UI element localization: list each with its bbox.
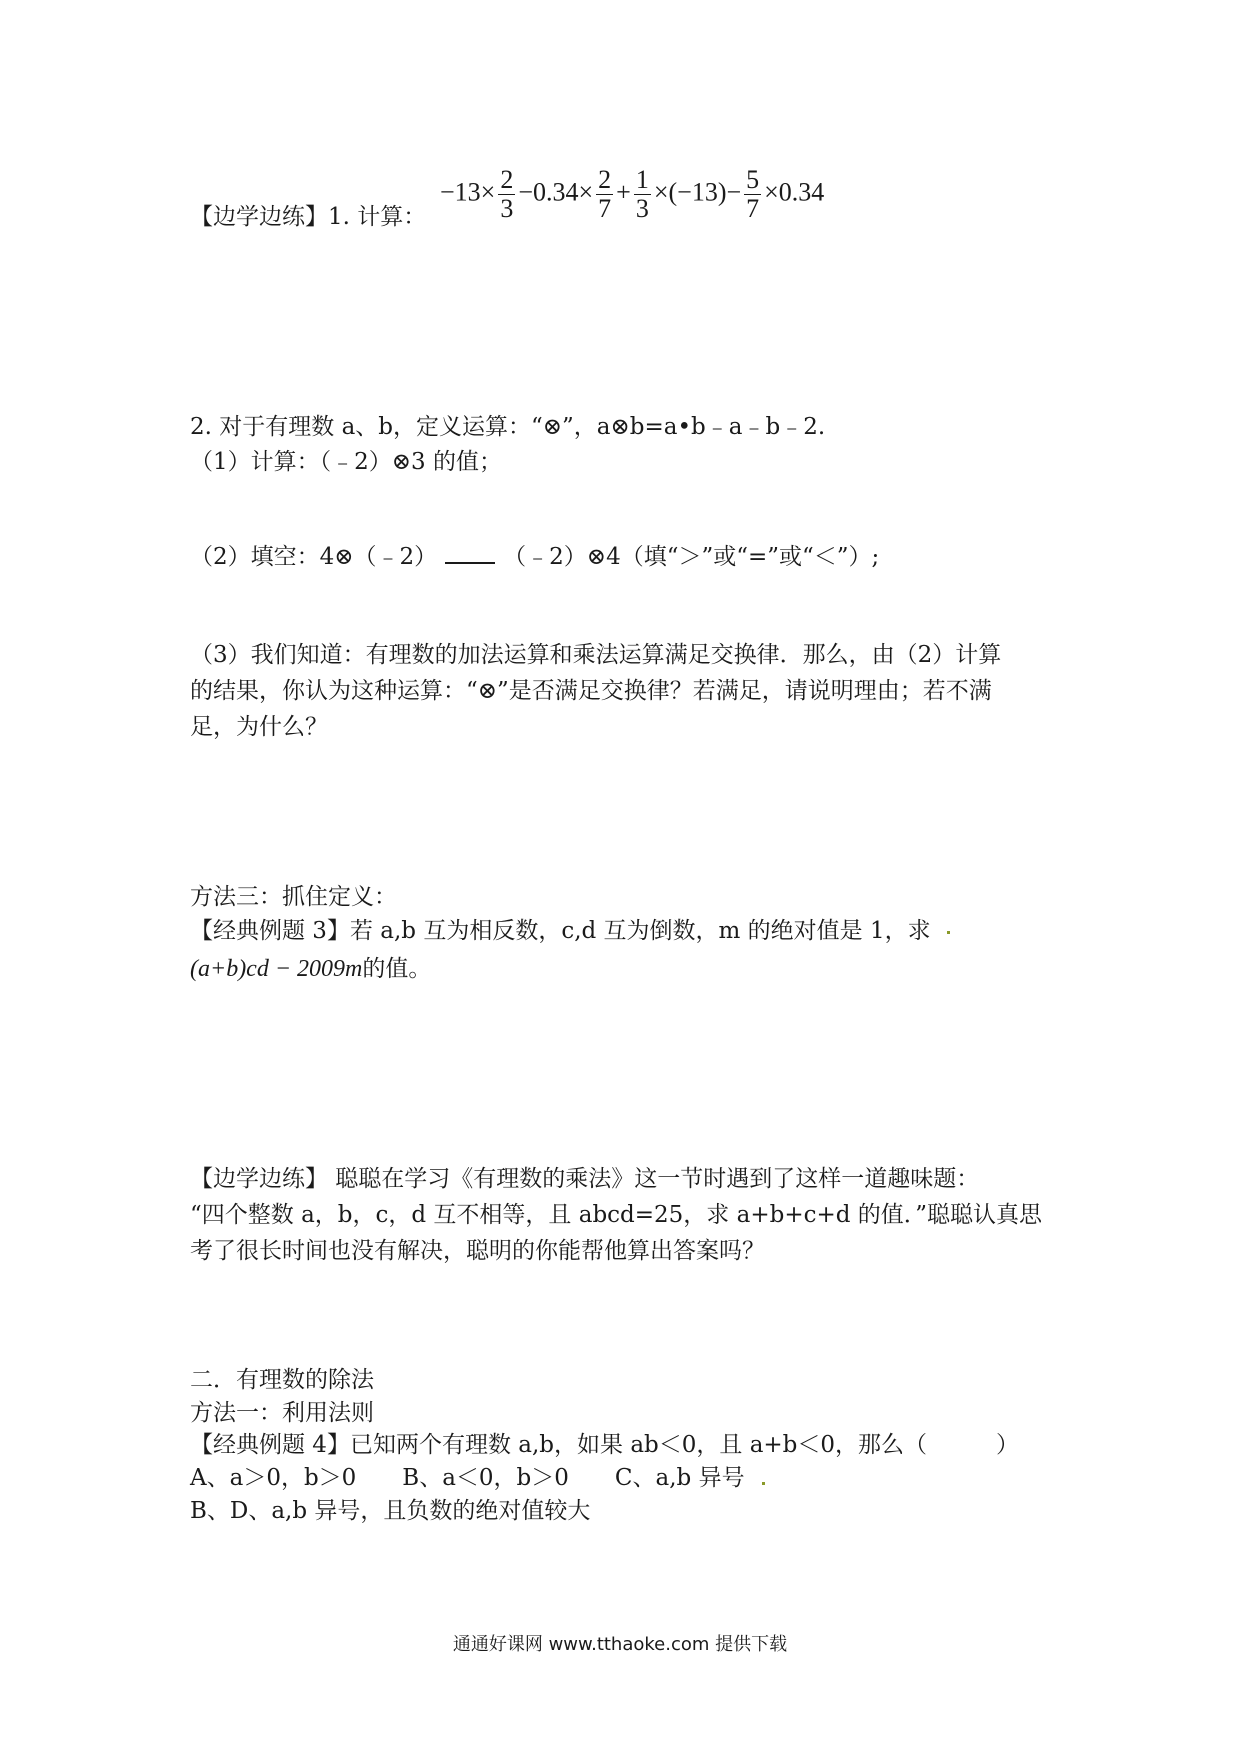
q2-part3-line3: 足，为什么？ (190, 714, 328, 740)
stray-dot (947, 931, 950, 934)
practice-line1: 【边学边练】 聪聪在学习《有理数的乘法》这一节时遇到了这样一道趣味题： (190, 1166, 980, 1192)
stray-dot (762, 1482, 765, 1485)
q2-intro: 2. 对于有理数 a、b，定义运算：“⊗”，a⊗b=a•b﹣a﹣b﹣2. (190, 414, 826, 440)
fraction: $\frac{2}{7}$ (598, 165, 612, 223)
expr-term: + (616, 177, 631, 207)
q2-part3-line1: （3）我们知道：有理数的加法运算和乘法运算满足交换律．那么，由（2）计算 (190, 642, 1002, 668)
q2-part3-line2: 的结果，你认为这种运算：“⊗”是否满足交换律？若满足，请说明理由；若不满 (190, 678, 992, 704)
q1-label: 【边学边练】1. 计算： (190, 204, 427, 230)
expr-term: ×(−13)− (653, 177, 742, 207)
fraction: $\frac{1}{3}$ (635, 165, 649, 223)
practice-line2: “四个整数 a，b，c，d 互不相等，且 abcd=25，求 a+b+c+d 的值．”聪聪认真思 (190, 1202, 1043, 1228)
example4-options-2: B、D、a,b 异号，且负数的绝对值较大 (190, 1498, 591, 1524)
method3-title: 方法三：抓住定义： (190, 884, 397, 910)
example3-expression: (a+b)cd − 2009m (190, 956, 363, 982)
example3-line1: 【经典例题 3】若 a,b 互为相反数，c,d 互为倒数，m 的绝对值是 1，求 (190, 918, 931, 944)
expr-term: −0.34× (518, 177, 594, 207)
section2-method1: 方法一：利用法则 (190, 1400, 374, 1426)
expr-term: −13× (440, 177, 496, 207)
q2-part2-post: （﹣2）⊗4（填“＞”或“=”或“＜”）; (503, 544, 880, 570)
example3-line2 (190, 952, 431, 986)
footer-credit: 通通好课网 www.tthaoke.com 提供下载 (452, 1634, 788, 1655)
q2-part2 (190, 540, 879, 574)
q2-part1: （1）计算：（﹣2）⊗3 的值； (190, 449, 502, 475)
expr-term: ×0.34 (764, 177, 825, 207)
example3-tail: 的值。 (362, 956, 432, 982)
fraction: $\frac{5}{7}$ (746, 165, 760, 223)
q1-expression (440, 166, 824, 223)
fraction: $\frac{2}{3}$ (500, 165, 514, 223)
answer-blank[interactable] (445, 542, 495, 564)
example4-question: 【经典例题 4】已知两个有理数 a,b，如果 ab＜0，且 a+b＜0，那么（ ） (190, 1432, 1020, 1458)
section2-heading: 二．有理数的除法 (190, 1367, 374, 1393)
q2-part2-pre: （2）填空：4⊗（﹣2） (190, 544, 438, 570)
example4-options-1: A、a＞0，b＞0 B、a＜0，b＞0 C、a,b 异号 (190, 1465, 745, 1491)
practice-line3: 考了很长时间也没有解决，聪明的你能帮他算出答案吗？ (190, 1238, 765, 1264)
